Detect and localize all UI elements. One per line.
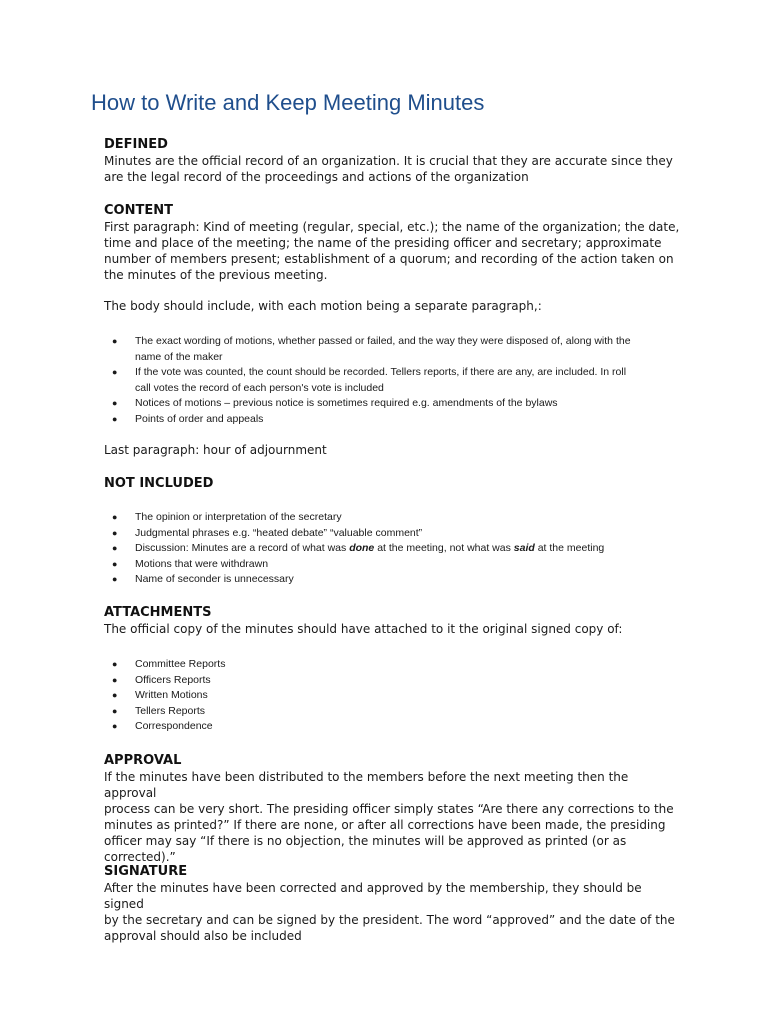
list-item: ● The opinion or interpretation of the secretary xyxy=(104,510,684,526)
content-text: First paragraph: Kind of meeting (regular, special, etc.); the name of the organization; the date, time and place of the meeting; the name of the presiding officer and secretary; approximate number of members present; establishment of a quorum; and recording of the action taken on the minutes of the previous meeting. xyxy=(104,220,680,282)
bullet-icon: ● xyxy=(112,690,118,700)
not-included-heading: NOT INCLUDED xyxy=(104,476,214,491)
approval-heading: APPROVAL xyxy=(104,753,182,768)
body-intro: The body should include, with each motion being a separate paragraph,: xyxy=(104,299,542,313)
emphasis-said: said xyxy=(513,542,535,554)
bullet-icon: ● xyxy=(112,543,118,553)
not-included-list xyxy=(104,510,684,588)
last-paragraph: Last paragraph: hour of adjournment xyxy=(104,443,327,457)
signature-heading: SIGNATURE xyxy=(104,864,188,879)
body-items-list xyxy=(104,334,684,427)
bullet-icon: ● xyxy=(112,527,118,538)
emphasis-done: done xyxy=(349,542,375,554)
bullet-icon: ● xyxy=(112,721,118,731)
page-title: How to Write and Keep Meeting Minutes xyxy=(91,90,485,115)
list-item: ● Motions that were withdrawn xyxy=(104,557,684,573)
list-item: ● If the vote was counted, the count should be recorded. Tellers reports, if there are any, are included. In roll call votes the record of each person's vote is included xyxy=(112,366,627,394)
list-item: ● Judgmental phrases e.g. “heated debate” “valuable comment” xyxy=(104,526,684,542)
attachments-text: The official copy of the minutes should have attached to it the original signed copy of: xyxy=(104,622,623,636)
list-item: ● The exact wording of motions, whether passed or failed, and the way they were disposed of, along with the name of the maker xyxy=(112,335,631,363)
bullet-icon: ● xyxy=(112,574,118,584)
list-item: ● Points of order and appeals xyxy=(104,412,684,428)
bullet-icon: ● xyxy=(112,674,118,685)
list-item: ● Notices of motions – previous notice is sometimes required e.g. amendments of the bylaws xyxy=(104,396,684,412)
list-item: ● Tellers Reports xyxy=(104,704,684,720)
content-heading: CONTENT xyxy=(104,203,173,218)
list-item: ● Discussion: Minutes are a record of what was done at the meeting, not what was said at the meeting xyxy=(104,541,684,557)
list-item: ● Officers Reports xyxy=(104,673,684,689)
attachments-list xyxy=(104,657,684,735)
bullet-icon: ● xyxy=(112,705,118,716)
bullet-icon: ● xyxy=(112,558,118,569)
list-item: ● Correspondence xyxy=(104,719,684,735)
bullet-icon: ● xyxy=(112,413,118,424)
bullet-icon: ● xyxy=(112,659,118,669)
defined-text: Minutes are the official record of an organization. It is crucial that they are accurate since they are the legal record of the proceedings and actions of the organization xyxy=(104,154,673,184)
list-item: ● Committee Reports xyxy=(104,657,684,673)
list-item: ● Name of seconder is unnecessary xyxy=(104,572,684,588)
bullet-icon: ● xyxy=(112,367,118,377)
list-item: ● Written Motions xyxy=(104,688,684,704)
attachments-heading: ATTACHMENTS xyxy=(104,605,212,620)
approval-text: If the minutes have been distributed to the members before the next meeting then the approval process can be very short. The presiding officer simply states “Are there any corrections to the minutes as printed?” If there are none, or after all corrections have been made, the presiding officer may say “If there is no objection, the minutes will be approved as printed (or as corrected).” xyxy=(104,770,674,864)
signature-text: After the minutes have been corrected and approved by the membership, they should be signed by the secretary and can be signed by the president. The word “approved” and the date of the approval should also be included xyxy=(104,881,675,943)
bullet-icon: ● xyxy=(112,512,118,522)
bullet-icon: ● xyxy=(112,336,118,346)
defined-heading: DEFINED xyxy=(104,137,168,152)
bullet-icon: ● xyxy=(112,398,118,408)
